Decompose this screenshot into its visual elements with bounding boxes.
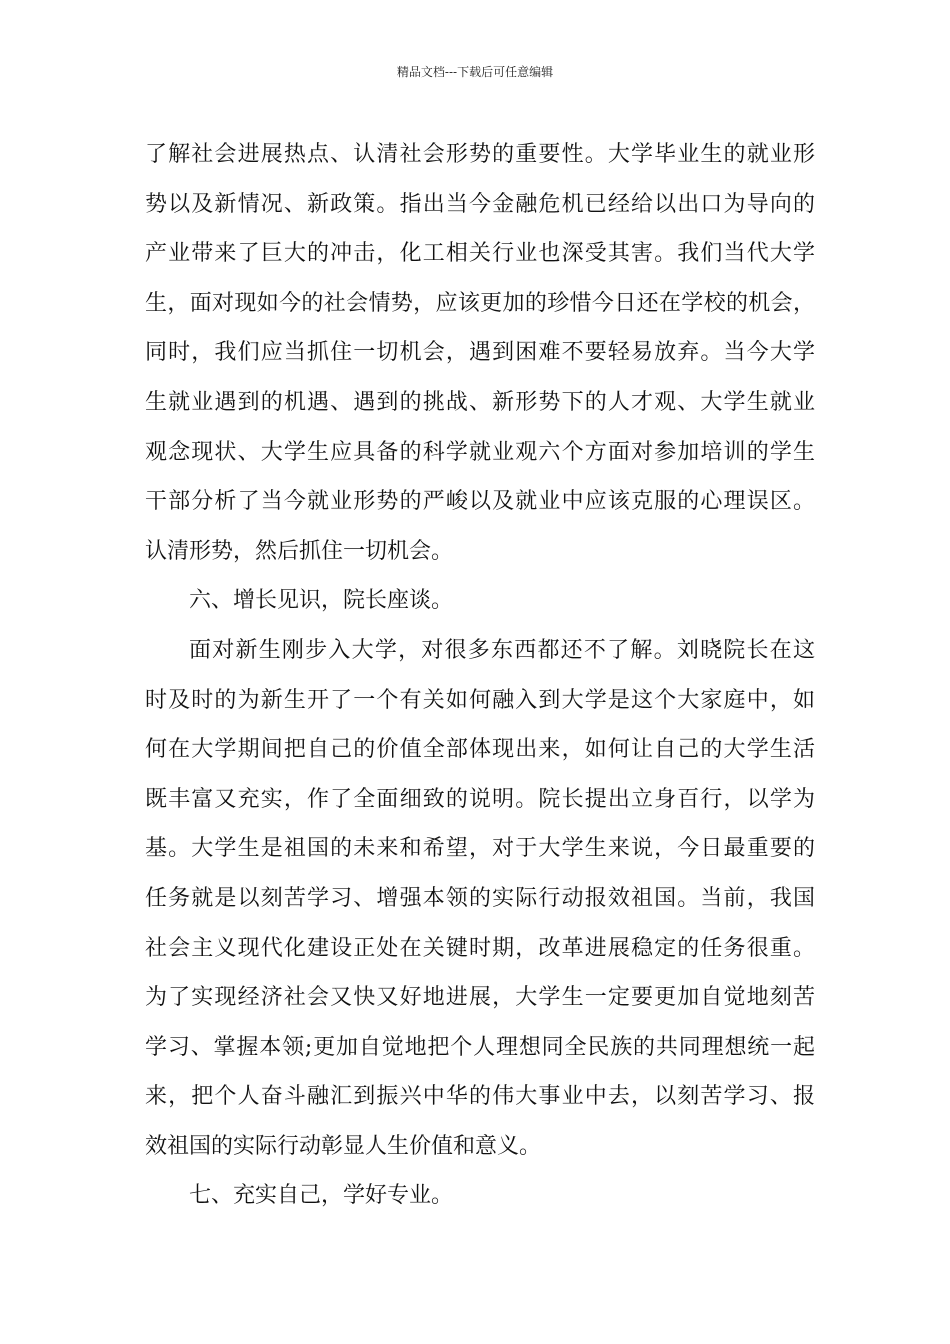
paragraph-line: 生，面对现如今的社会情势，应该更加的珍惜今日还在学校的机会，: [145, 290, 815, 316]
document-body: [145, 130, 815, 1221]
paragraph-line: 干部分析了当今就业形势的严峻以及就业中应该克服的心理误区。: [145, 489, 815, 515]
paragraph-line: 任务就是以刻苦学习、增强本领的实际行动报效祖国。当前，我国: [145, 885, 815, 911]
paragraph-line: 时及时的为新生开了一个有关如何融入到大学是这个大家庭中，如: [145, 687, 815, 713]
paragraph-line: 基。大学生是祖国的未来和希望，对于大学生来说，今日最重要的: [145, 836, 815, 862]
paragraph-line: 同时，我们应当抓住一切机会，遇到困难不要轻易放弃。当今大学: [145, 340, 815, 366]
paragraph-line: 既丰富又充实，作了全面细致的说明。院长提出立身百行，以学为: [145, 786, 815, 812]
paragraph-line: 学习、掌握本领;更加自觉地把个人理想同全民族的共同理想统一起: [145, 1034, 815, 1060]
paragraph-line: 认清形势，然后抓住一切机会。: [145, 538, 454, 564]
paragraph-line: 观念现状、大学生应具备的科学就业观六个方面对参加培训的学生: [145, 439, 815, 465]
paragraph-line: 来，把个人奋斗融汇到振兴中华的伟大事业中去，以刻苦学习、报: [145, 1084, 815, 1110]
paragraph-line: 生就业遇到的机遇、遇到的挑战、新形势下的人才观、大学生就业: [145, 389, 815, 415]
paragraph-line: 效祖国的实际行动彰显人生价值和意义。: [145, 1133, 542, 1159]
paragraph-line: 何在大学期间把自己的价值全部体现出来，如何让自己的大学生活: [145, 737, 815, 763]
paragraph-line: 为了实现经济社会又快又好地进展，大学生一定要更加自觉地刻苦: [145, 985, 815, 1011]
page-header: 精品文档---下载后可任意编辑: [396, 65, 554, 79]
paragraph-line: 社会主义现代化建设正处在关键时期，改革进展稳定的任务很重。: [145, 935, 815, 961]
paragraph-line: 产业带来了巨大的冲击，化工相关行业也深受其害。我们当代大学: [145, 241, 815, 267]
paragraph-line: 面对新生刚步入大学，对很多东西都还不了解。刘晓院长在这: [189, 637, 815, 663]
section-heading: 七、充实自己，学好专业。: [189, 1183, 454, 1209]
paragraph-line: 了解社会进展热点、认清社会形势的重要性。大学毕业生的就业形: [145, 142, 815, 167]
paragraph-line: 势以及新情况、新政策。指出当今金融危机已经给以出口为导向的: [145, 191, 815, 217]
section-heading: 六、增长见识，院长座谈。: [189, 588, 454, 614]
